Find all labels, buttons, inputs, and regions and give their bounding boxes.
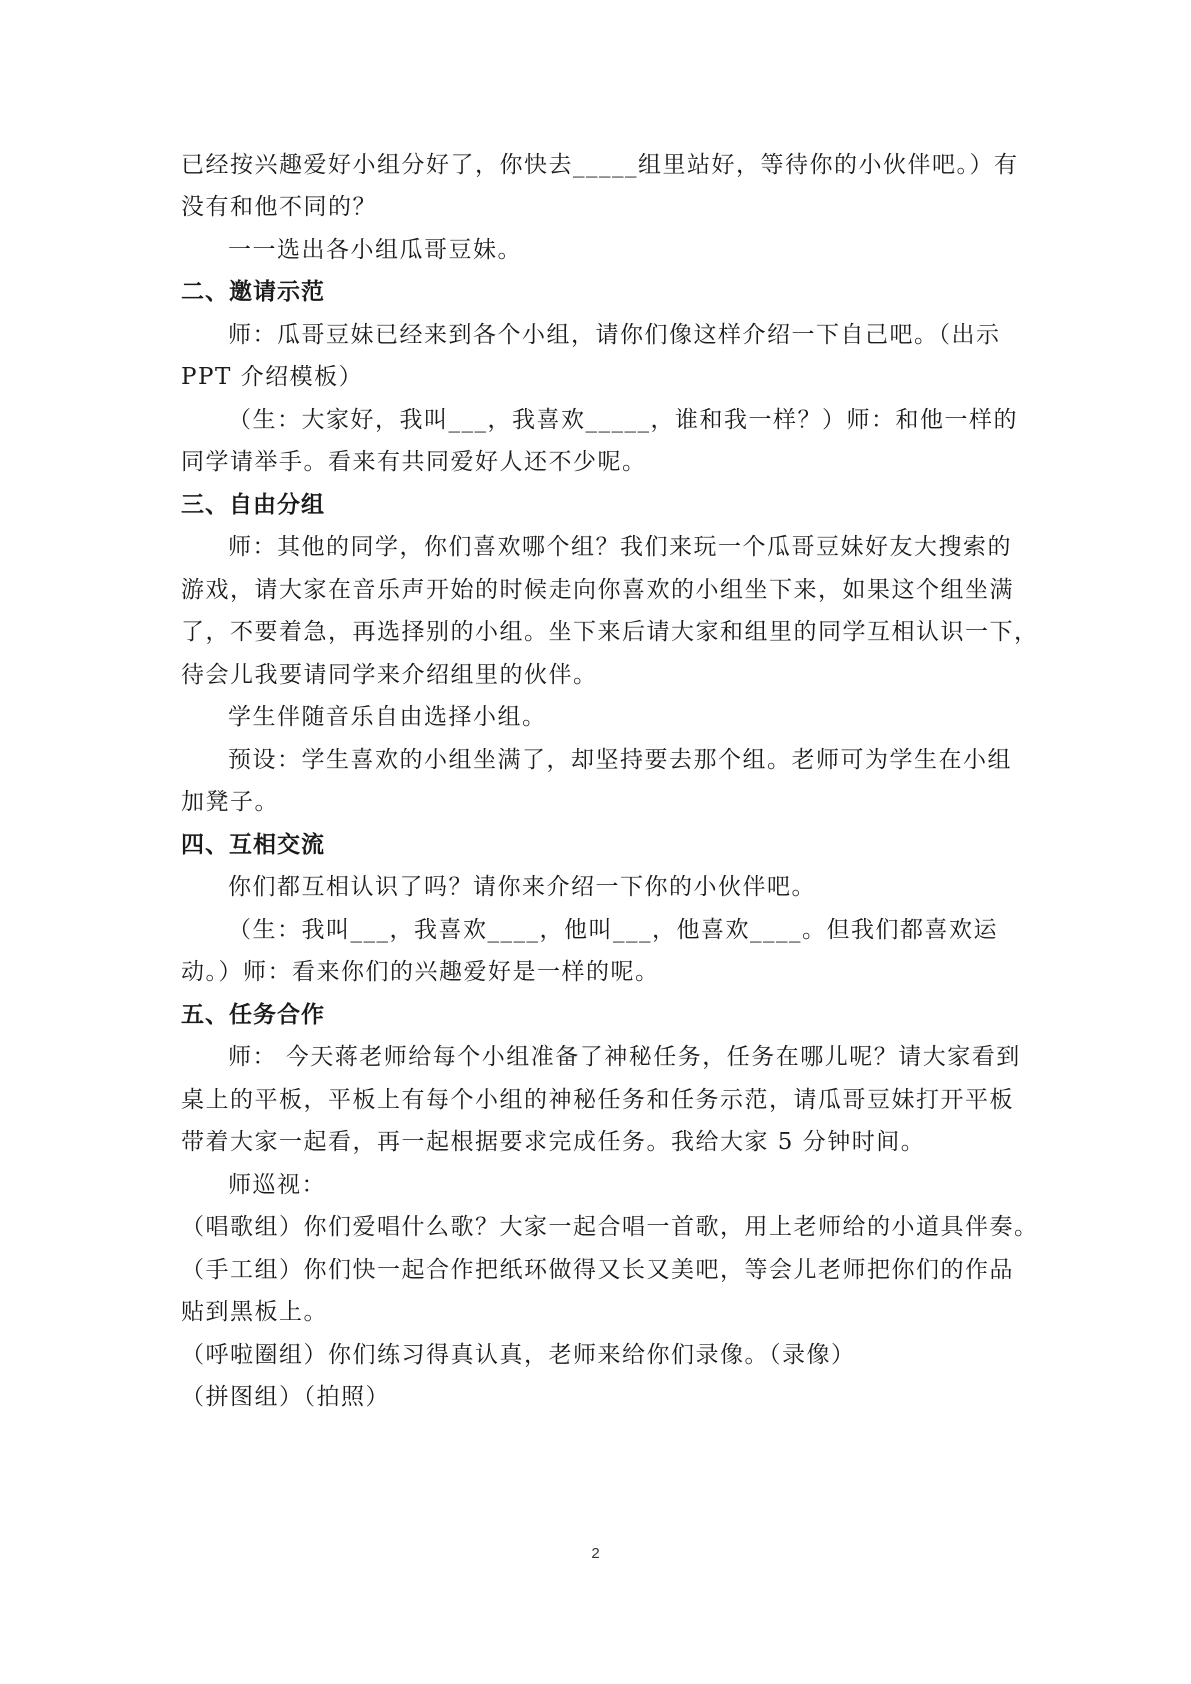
- page-number: 2: [591, 1545, 600, 1562]
- paragraph-line: （呼啦圈组）你们练习得真认真，老师来给你们录像。（录像）: [181, 1342, 856, 1368]
- paragraph-line: 师：瓜哥豆妹已经来到各个小组，请你们像这样介绍一下自己吧。（出示: [228, 322, 1001, 348]
- paragraph-line: 贴到黑板上。: [181, 1299, 328, 1325]
- paragraph-line: 了，不要着急，再选择别的小组。坐下来后请大家和组里的同学互相认识一下，: [181, 619, 1039, 645]
- section-heading: 四、互相交流: [181, 832, 325, 858]
- paragraph-line: PPT 介绍模板）: [181, 364, 364, 390]
- paragraph-line: 学生伴随音乐自由选择小组。: [228, 704, 547, 730]
- paragraph-line: （唱歌组）你们爱唱什么歌？大家一起合唱一首歌，用上老师给的小道具伴奏。: [181, 1214, 1039, 1240]
- section-heading: 五、任务合作: [181, 1002, 325, 1028]
- paragraph-line: 师：其他的同学，你们喜欢哪个组？我们来玩一个瓜哥豆妹好友大搜索的: [228, 534, 1012, 560]
- paragraph-line: （生：大家好，我叫___，我喜欢_____，谁和我一样？）师：和他一样的: [228, 407, 1018, 433]
- paragraph-line: 师巡视：: [228, 1172, 326, 1198]
- paragraph-line: 同学请举手。看来有共同爱好人还不少呢。: [181, 449, 647, 475]
- section-heading: 二、邀请示范: [181, 279, 325, 305]
- paragraph-line: （手工组）你们快一起合作把纸环做得又长又美吧，等会儿老师把你们的作品: [181, 1257, 1014, 1283]
- paragraph-line: （拼图组）（拍照）: [181, 1384, 390, 1410]
- paragraph-line: 加凳子。: [181, 789, 279, 815]
- paragraph-line: 预设：学生喜欢的小组坐满了，却坚持要去那个组。老师可为学生在小组: [228, 747, 1012, 773]
- paragraph-line: （生：我叫___，我喜欢____，他叫___，他喜欢____。但我们都喜欢运: [228, 917, 998, 943]
- paragraph-line: 带着大家一起看，再一起根据要求完成任务。我给大家 5 分钟时间。: [181, 1129, 926, 1155]
- paragraph-line: 师： 今天蒋老师给每个小组准备了神秘任务，任务在哪儿呢？请大家看到: [228, 1044, 1021, 1070]
- paragraph-line: 游戏，请大家在音乐声开始的时候走向你喜欢的小组坐下来，如果这个组坐满: [181, 577, 1014, 603]
- paragraph-line: 没有和他不同的？: [181, 194, 377, 220]
- paragraph-line: 已经按兴趣爱好小组分好了，你快去_____组里站好，等待你的小伙伴吧。）有: [181, 152, 1019, 178]
- paragraph-line: 一一选出各小组瓜哥豆妹。: [228, 237, 522, 263]
- paragraph-line: 桌上的平板，平板上有每个小组的神秘任务和任务示范，请瓜哥豆妹打开平板: [181, 1087, 1014, 1113]
- paragraph-line: 待会儿我要请同学来介绍组里的伙伴。: [181, 662, 598, 688]
- paragraph-line: 动。）师：看来你们的兴趣爱好是一样的呢。: [181, 959, 660, 985]
- paragraph-line: 你们都互相认识了吗？请你来介绍一下你的小伙伴吧。: [228, 874, 816, 900]
- section-heading: 三、自由分组: [181, 492, 325, 518]
